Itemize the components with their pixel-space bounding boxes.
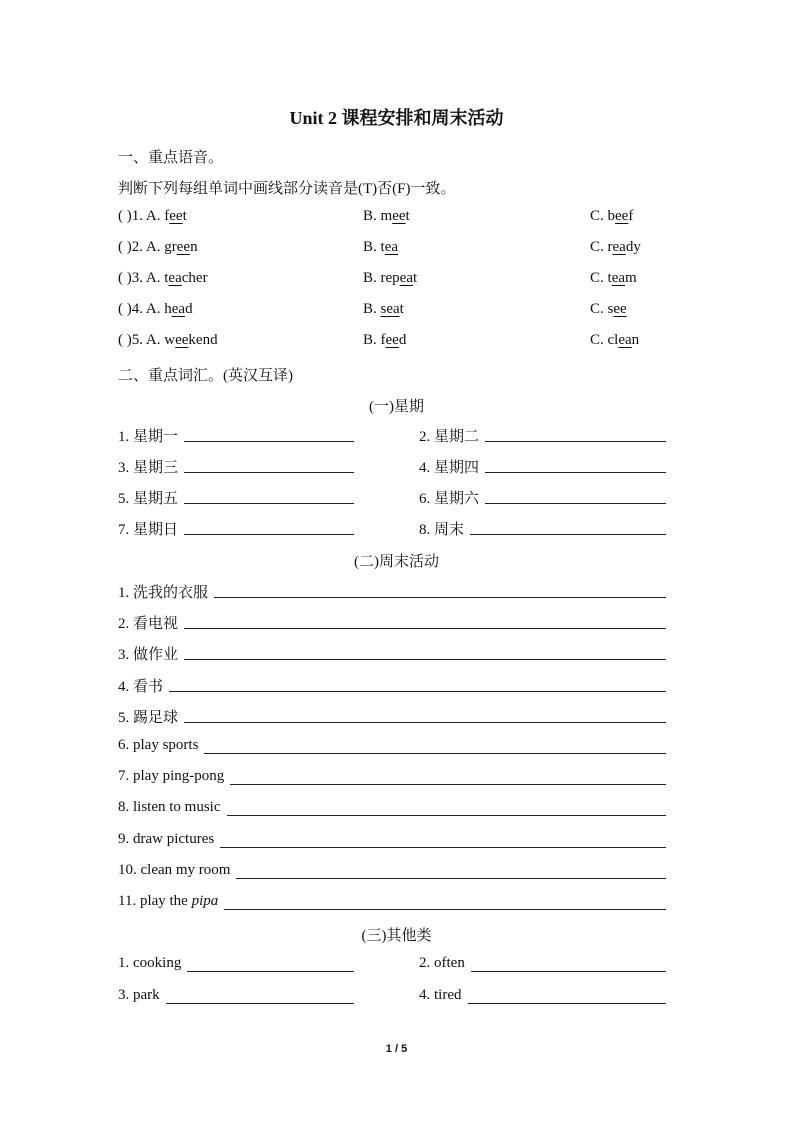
- vocab-label: 7. play ping-pong: [118, 768, 225, 784]
- answer-blank[interactable]: [220, 831, 666, 848]
- vocab-item: [118, 487, 354, 509]
- word-part: h: [164, 301, 172, 317]
- word-part: t: [164, 270, 169, 286]
- vocab-label: 4. 看书: [118, 679, 164, 695]
- phonics-question-row: [118, 301, 666, 321]
- vocab-label: 2. 星期二: [419, 429, 480, 445]
- section1-heading: 一、重点语音。: [118, 150, 224, 166]
- vocab-item: [419, 425, 666, 447]
- option-a: [118, 301, 193, 318]
- answer-blank[interactable]: [470, 518, 666, 535]
- option-a: [118, 332, 218, 349]
- word-part: gr: [164, 239, 177, 255]
- answer-blank[interactable]: [485, 425, 666, 442]
- vocab-item: [118, 612, 666, 634]
- underlined-letters: ea: [168, 270, 182, 286]
- answer-blank[interactable]: [169, 675, 666, 692]
- vocab-label: 3. 星期三: [118, 460, 179, 476]
- word-part: C. t: [590, 270, 612, 286]
- answer-blank[interactable]: [184, 487, 354, 504]
- vocab-label: 4. tired: [419, 987, 462, 1003]
- underlined-letters: ee: [175, 332, 189, 348]
- vocab-label: 3. park: [118, 987, 160, 1003]
- phonics-question-row: [118, 208, 666, 228]
- vocab-label: 7. 星期日: [118, 522, 179, 538]
- vocab-label: [118, 893, 224, 915]
- option-c: [590, 208, 633, 225]
- word-part: t: [405, 208, 410, 224]
- vocab-label: 9. draw pictures: [118, 831, 215, 847]
- vocab-label: 3. 做作业: [118, 647, 179, 663]
- vocab-label-italic: pipa: [191, 893, 219, 909]
- answer-blank[interactable]: [471, 955, 666, 972]
- section1-instruction: 判断下列每组单词中画线部分读音是(T)否(F)一致。: [118, 181, 456, 197]
- page-title: Unit 2 课程安排和周末活动: [289, 108, 504, 128]
- underlined-letters: ea: [399, 270, 413, 286]
- vocab-label: 8. 周末: [419, 522, 465, 538]
- question-number[interactable]: ( )5. A.: [118, 332, 165, 348]
- underlined-letters: ee: [615, 208, 629, 224]
- underlined-letters: ee: [176, 239, 191, 255]
- word-part: d: [185, 301, 193, 317]
- part3-title: (三)其他类: [361, 928, 432, 944]
- option-c: [590, 332, 639, 349]
- word-part: d: [398, 332, 407, 348]
- question-number[interactable]: ( )1. A.: [118, 208, 165, 224]
- vocab-item: [419, 987, 666, 1009]
- question-number[interactable]: ( )2. A.: [118, 239, 165, 255]
- vocab-item: [419, 487, 666, 509]
- word-part: f: [164, 208, 170, 224]
- vocab-label: 1. cooking: [118, 955, 182, 971]
- answer-blank[interactable]: [204, 737, 666, 754]
- vocab-item: [118, 456, 354, 478]
- word-part: n: [190, 239, 198, 255]
- vocab-label: 1. 星期一: [118, 429, 179, 445]
- option-a: [118, 208, 187, 225]
- option-b: [363, 332, 406, 349]
- answer-blank[interactable]: [227, 799, 667, 816]
- word-part: C. b: [590, 208, 616, 224]
- vocab-item: [118, 893, 666, 915]
- word-part: B. t: [363, 239, 385, 255]
- underlined-letters: sea: [380, 301, 400, 317]
- underlined-letters: ee: [613, 301, 627, 317]
- word-part: n: [631, 332, 640, 348]
- option-b: [363, 301, 404, 318]
- vocab-item: [118, 581, 666, 603]
- word-part: f: [628, 208, 634, 224]
- vocab-label: 1. 洗我的衣服: [118, 585, 209, 601]
- vocab-item: [118, 518, 354, 540]
- option-a: [118, 270, 208, 287]
- part1-title: (一)星期: [369, 399, 424, 415]
- answer-blank[interactable]: [184, 456, 354, 473]
- phonics-question-row: [118, 239, 666, 259]
- section2-heading: 二、重点词汇。(英汉互译): [118, 368, 293, 384]
- vocab-item: [118, 831, 666, 853]
- vocab-label: 6. play sports: [118, 737, 199, 753]
- phonics-question-row: [118, 270, 666, 290]
- vocab-item: [118, 737, 666, 759]
- vocab-label: 5. 星期五: [118, 491, 179, 507]
- vocab-label: 6. 星期六: [419, 491, 480, 507]
- word-part: C. r: [590, 239, 613, 255]
- vocab-label: 2. 看电视: [118, 616, 179, 632]
- option-c: [590, 239, 641, 256]
- vocab-label: 5. 踢足球: [118, 710, 179, 726]
- underlined-letters: ea: [618, 332, 632, 348]
- answer-blank[interactable]: [236, 862, 666, 879]
- vocab-label: 4. 星期四: [419, 460, 480, 476]
- vocab-label: 8. listen to music: [118, 799, 221, 815]
- vocab-item: [419, 518, 666, 540]
- answer-blank[interactable]: [485, 487, 666, 504]
- answer-blank[interactable]: [184, 643, 666, 660]
- underlined-letters: ee: [169, 208, 183, 224]
- word-part: C. cl: [590, 332, 619, 348]
- word-part: t: [399, 301, 404, 317]
- vocab-item: [118, 955, 354, 977]
- option-c: [590, 270, 637, 287]
- underlined-letters: ee: [392, 208, 406, 224]
- vocab-item: [118, 425, 354, 447]
- word-part: t: [413, 270, 418, 286]
- option-b: [363, 270, 417, 287]
- answer-blank[interactable]: [166, 987, 354, 1004]
- word-part: B.: [363, 301, 381, 317]
- underlined-letters: ea: [611, 270, 626, 286]
- answer-blank[interactable]: [184, 518, 354, 535]
- vocab-item: [419, 456, 666, 478]
- vocab-item: [419, 955, 666, 977]
- word-part: C. s: [590, 301, 614, 317]
- underlined-letters: ea: [612, 239, 626, 255]
- underlined-letters: ea: [384, 239, 399, 255]
- word-part: B. f: [363, 332, 386, 348]
- word-part: kend: [188, 332, 218, 348]
- option-c: [590, 301, 627, 318]
- word-part: m: [625, 270, 637, 286]
- vocab-item: [118, 862, 666, 884]
- answer-blank[interactable]: [184, 612, 666, 629]
- phonics-question-row: [118, 332, 666, 352]
- underlined-letters: ea: [171, 301, 186, 317]
- option-b: [363, 208, 410, 225]
- vocab-label: 2. often: [419, 955, 465, 971]
- page-number: 1 / 5: [385, 1043, 408, 1055]
- answer-blank[interactable]: [468, 987, 667, 1004]
- part2-title: (二)周末活动: [354, 554, 439, 570]
- vocab-label-text: 11. play the: [118, 893, 192, 909]
- answer-blank[interactable]: [224, 893, 666, 910]
- answer-blank[interactable]: [184, 425, 354, 442]
- word-part: B. rep: [363, 270, 400, 286]
- vocab-item: [118, 768, 666, 790]
- word-part: dy: [625, 239, 641, 255]
- option-a: [118, 239, 198, 256]
- vocab-item: [118, 643, 666, 665]
- vocab-item: [118, 675, 666, 697]
- question-number[interactable]: ( )3. A.: [118, 270, 165, 286]
- word-part: t: [182, 208, 187, 224]
- vocab-item: [118, 706, 666, 728]
- answer-blank[interactable]: [485, 456, 666, 473]
- word-part: w: [164, 332, 176, 348]
- underlined-letters: ee: [385, 332, 399, 348]
- vocab-item: [118, 987, 354, 1009]
- vocab-item: [118, 799, 666, 821]
- option-b: [363, 239, 398, 256]
- vocab-label: 10. clean my room: [118, 862, 231, 878]
- answer-blank[interactable]: [214, 581, 666, 598]
- question-number[interactable]: ( )4. A.: [118, 301, 165, 317]
- answer-blank[interactable]: [184, 706, 666, 723]
- word-part: cher: [181, 270, 208, 286]
- word-part: B. m: [363, 208, 393, 224]
- answer-blank[interactable]: [230, 768, 666, 785]
- answer-blank[interactable]: [187, 955, 354, 972]
